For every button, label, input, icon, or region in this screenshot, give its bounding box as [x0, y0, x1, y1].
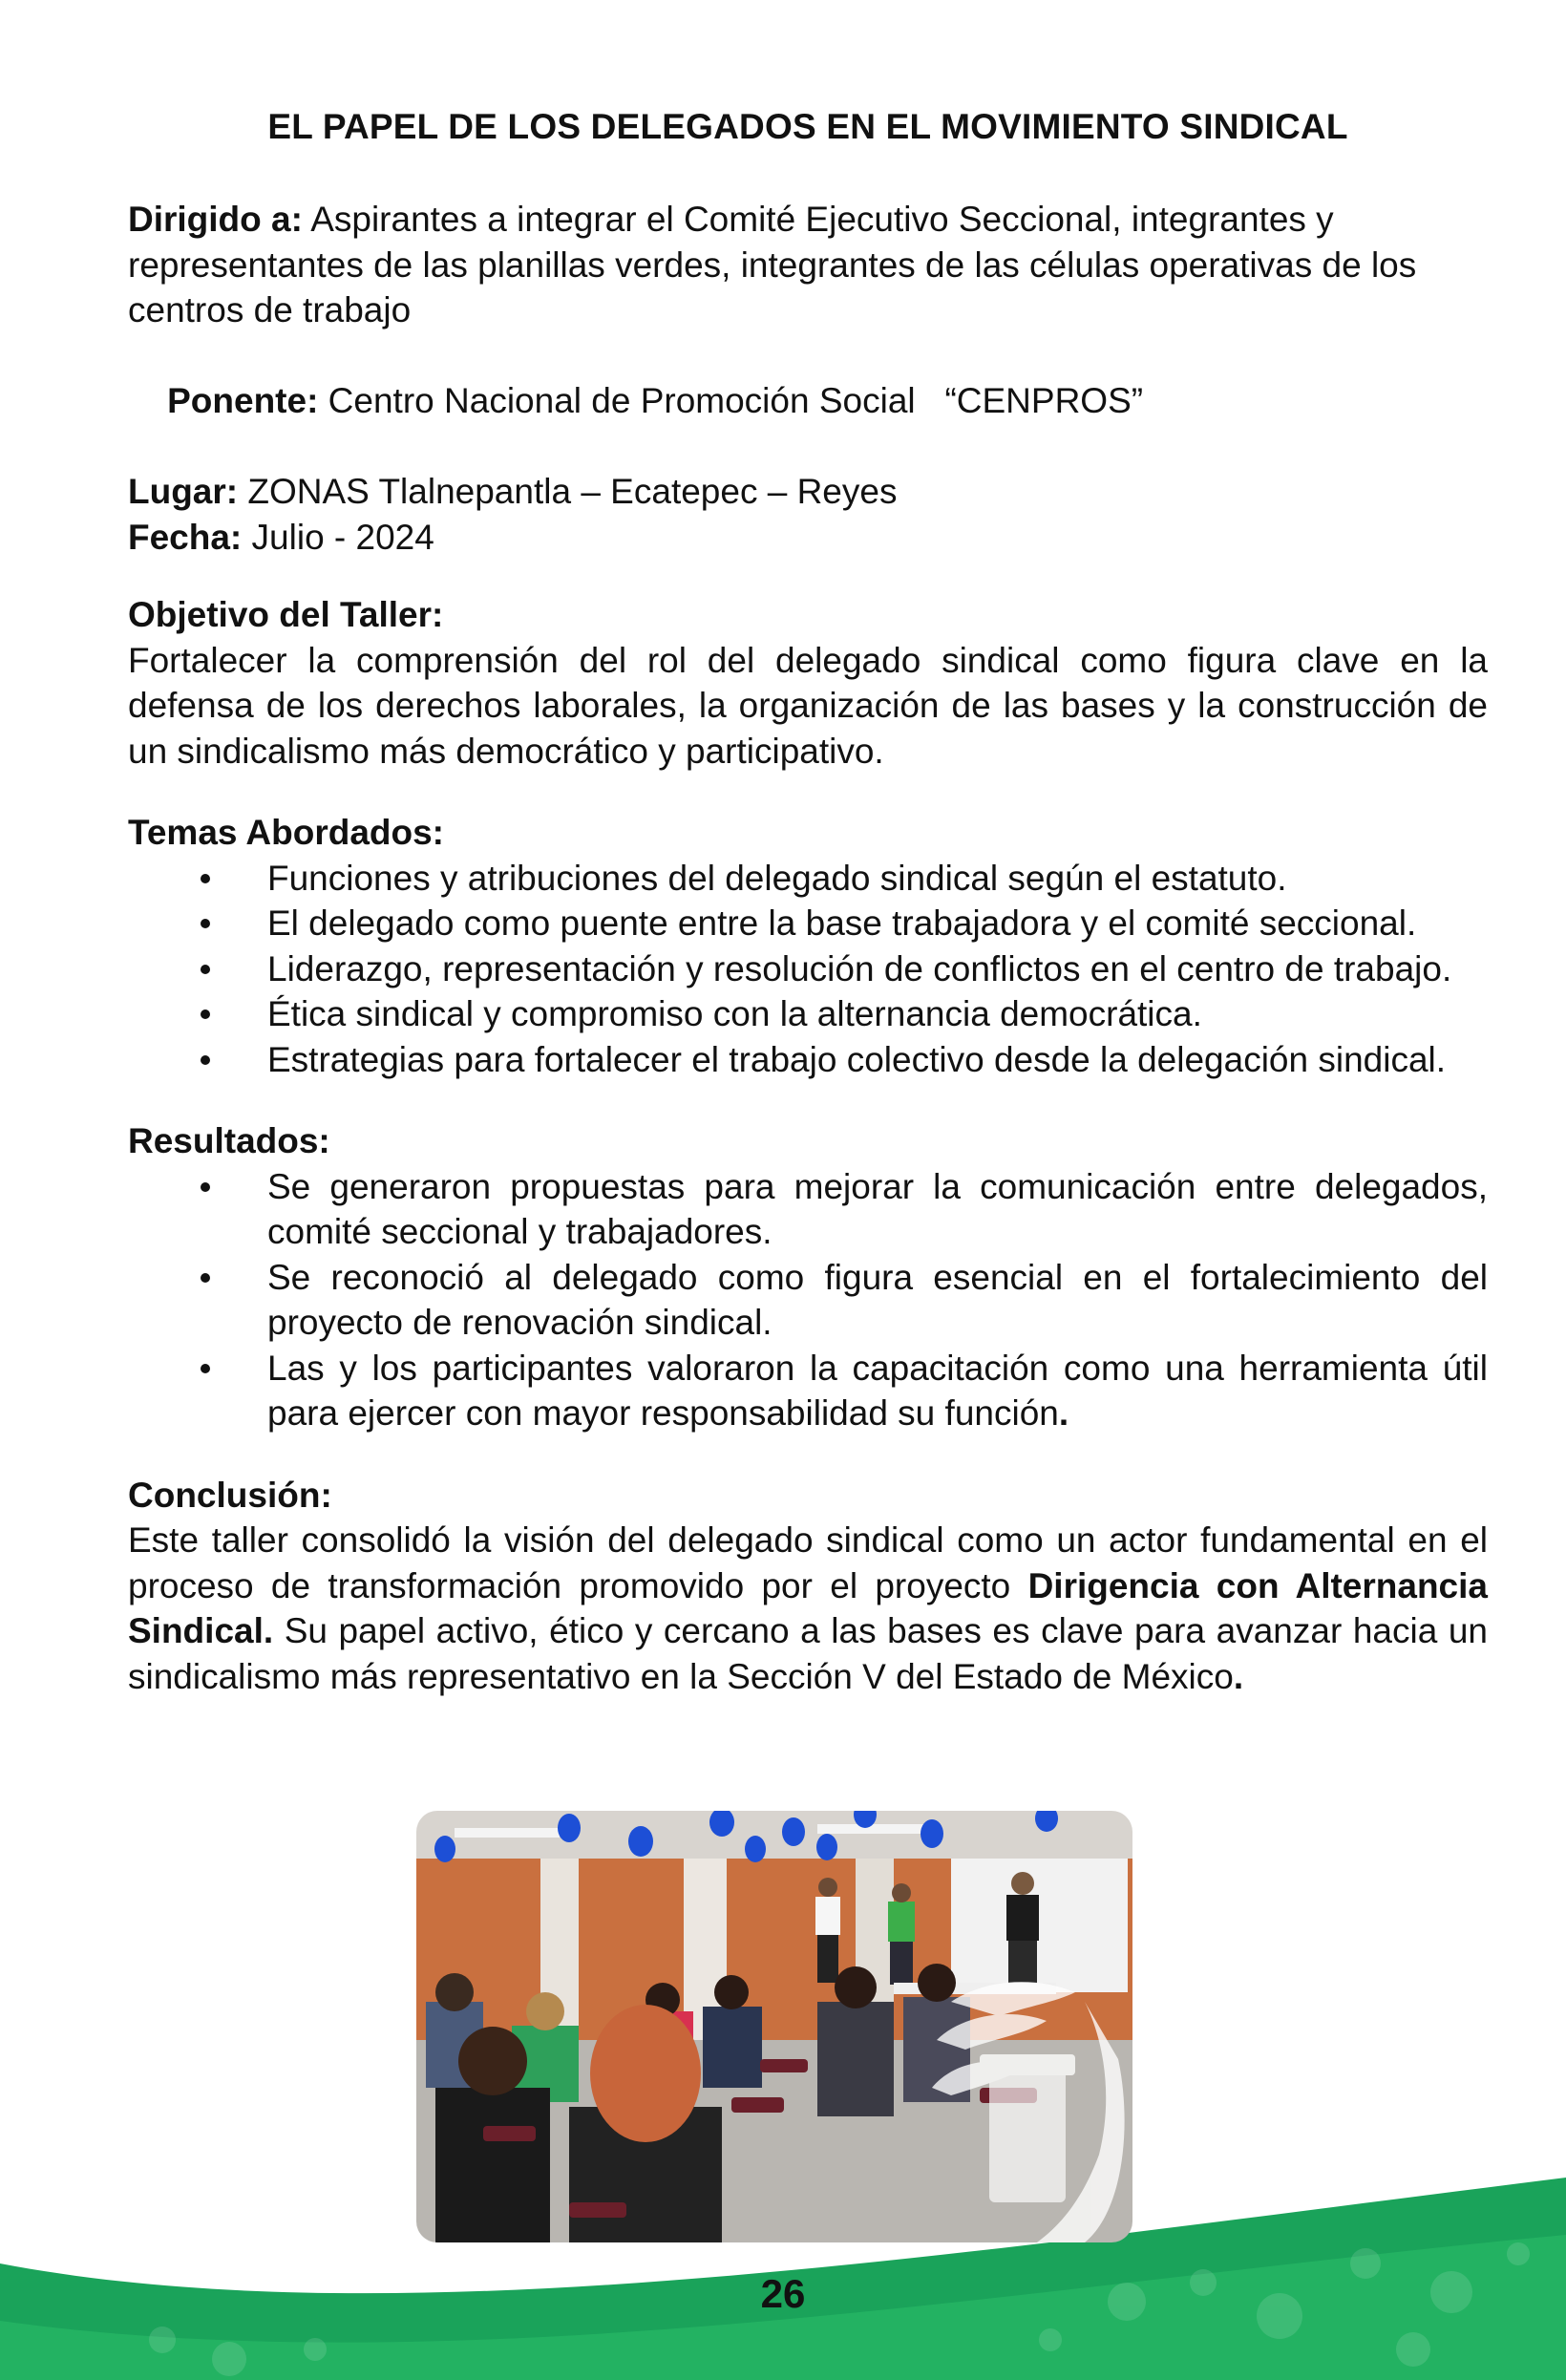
list-item: Ética sindical y compromiso con la alternancia democrática.	[128, 991, 1488, 1037]
lugar-line	[128, 469, 1488, 515]
fecha-value: Julio - 2024	[242, 517, 434, 557]
workshop-photo	[416, 1811, 1132, 2242]
objetivo-text: Fortalecer la comprensión del rol del delegado sindical como figura clave en la defensa de los derechos laborales, la organización de las bases y la construcción de un sindicalismo más democrático y participativo.	[128, 640, 1488, 771]
list-item: Se reconoció al delegado como figura esencial en el fortalecimiento del proyecto de renovación sindical.	[128, 1255, 1488, 1346]
temas-list	[128, 856, 1488, 1083]
conclusion-text-1: Este taller consolidó la visión del delegado sindical como un actor fundamental en el proceso de transformación promovido por el proyecto	[128, 1520, 1488, 1605]
conclusion-end: .	[1233, 1656, 1244, 1696]
list-item: El delegado como puente entre la base trabajadora y el comité seccional.	[128, 901, 1488, 946]
conclusion-text-2: Su papel activo, ético y cercano a las bases es clave para avanzar hacia un sindicalismo más representativo en la Sección V del Estado de México	[128, 1611, 1488, 1696]
conclusion-heading: Conclusión:	[128, 1475, 332, 1515]
ponente-value: Centro Nacional de Promoción Social “CENPROS”	[318, 381, 1144, 420]
workshop-scene-illustration	[416, 1811, 1132, 2242]
lugar-label: Lugar:	[128, 472, 239, 511]
ponente-line	[128, 333, 1488, 470]
conclusion-bold-project: Dirigencia con Alternancia Sindical.	[128, 1565, 1488, 1650]
list-item	[128, 1346, 1488, 1436]
objetivo-heading: Objetivo del Taller:	[128, 595, 444, 634]
list-item: Funciones y atribuciones del delegado sindical según el estatuto.	[128, 856, 1488, 902]
temas-heading: Temas Abordados:	[128, 813, 444, 852]
page-title: EL PAPEL DE LOS DELEGADOS EN EL MOVIMIENTO SINDICAL	[267, 107, 1348, 146]
list-item: Se generaron propuestas para mejorar la comunicación entre delegados, comité seccional y trabajadores.	[128, 1164, 1488, 1255]
ponente-label: Ponente:	[167, 381, 319, 420]
document-body	[128, 197, 1488, 1699]
list-item: Liderazgo, representación y resolución de conflictos en el centro de trabajo.	[128, 946, 1488, 992]
resultados-list	[128, 1164, 1488, 1436]
conclusion-text	[128, 1518, 1488, 1699]
resultado-end: .	[1058, 1393, 1069, 1433]
resultado-text: Las y los participantes valoraron la capacitación como una herramienta útil para ejercer con mayor responsabilidad su función	[267, 1348, 1488, 1433]
page-number: 26	[760, 2271, 806, 2316]
list-item: Estrategias para fortalecer el trabajo colectivo desde la delegación sindical.	[128, 1037, 1488, 1083]
fecha-label: Fecha:	[128, 517, 243, 557]
lugar-value: ZONAS Tlalnepantla – Ecatepec – Reyes	[238, 472, 898, 511]
dirigido-value: Aspirantes a integrar el Comité Ejecutivo Seccional, integrantes y representantes de las planillas verdes, integrantes de las células operativas de los centros de trabajo	[128, 200, 1417, 329]
resultados-heading: Resultados:	[128, 1121, 330, 1160]
dirigido-line	[128, 197, 1488, 333]
fecha-line	[128, 515, 1488, 561]
dirigido-label: Dirigido a:	[128, 200, 303, 239]
